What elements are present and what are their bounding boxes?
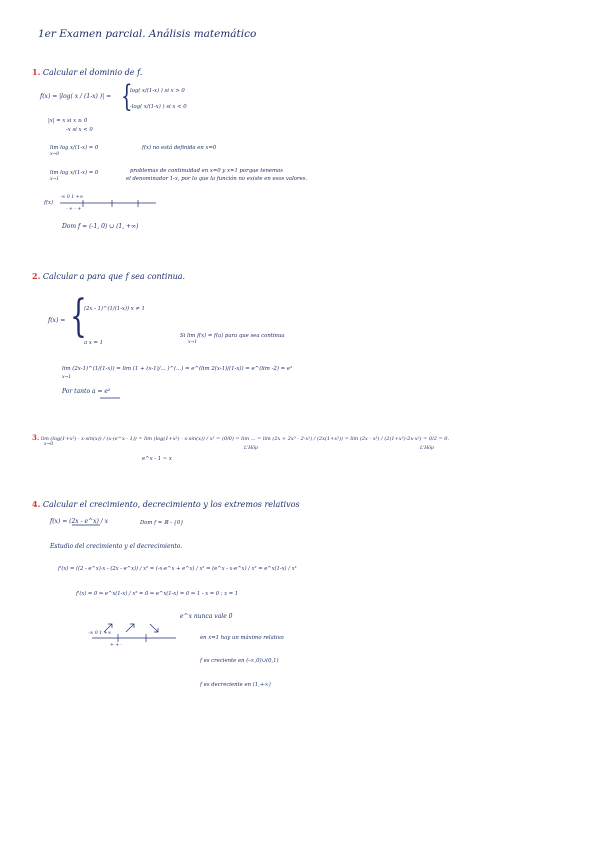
q3-equivalence-note: e^x - 1 ~ x bbox=[142, 456, 172, 462]
q1-abs-neg: -x si x < 0 bbox=[66, 127, 93, 133]
q1-sign-label: f(x) bbox=[44, 200, 54, 206]
q1-lim1-sub: x→0 bbox=[50, 152, 60, 157]
q3-hopital-1: L'Hôp bbox=[244, 446, 258, 451]
q1-lim2-sub: x→1 bbox=[50, 177, 60, 182]
q1-number: 1. bbox=[32, 67, 41, 77]
q3-expression: lim (log(1+x²) - x·sin(x)) / (x·(e^x - 1)) = lim (log(1+x²) - x·sin(x)) / x² = (0/0) = lim ... = lim (2x + 2x³ - 2·x²) / (2x(1+x²)) = lim (2x - x³) / (2(1+x²)·2x·x²) = 0/2 = 0. bbox=[40, 436, 450, 442]
q4-number: 4. bbox=[32, 499, 41, 509]
q3-number: 3. bbox=[32, 433, 40, 442]
q4-increasing: f es creciente en (-∞,0)∪(0,1) bbox=[200, 658, 279, 664]
q2-limit-sub: x→1 bbox=[62, 375, 72, 380]
q2-heading bbox=[32, 272, 185, 281]
q1-note2: el denominador 1-x, por lo que la función no existe en esos valores. bbox=[126, 176, 308, 182]
q1-lim1: lim log x/(1-x) = 0 bbox=[50, 145, 99, 151]
q4-max-text: en x=1 hay un máximo relativo bbox=[200, 635, 284, 641]
q2-f-label: f(x) = bbox=[48, 317, 66, 324]
q1-brace: { bbox=[121, 79, 133, 114]
q1-case-pos: log( x/(1-x) ) si x > 0 bbox=[130, 88, 185, 94]
q1-heading bbox=[32, 68, 142, 77]
q4-down-arrow bbox=[150, 624, 158, 632]
q2-condition: Si lim f(x) = f(a) para que sea continua bbox=[180, 333, 285, 339]
q2-limit-chain: lim (2x-1)^(1/(1-x)) = lim (1 + (x-1)/... )^(...) = e^(lim 2(x-1)/(1-x)) = e^(lim -2) = e² bbox=[62, 366, 293, 372]
exam-title: 1er Examen parcial. Análisis matemático bbox=[38, 28, 257, 40]
q1-note1: problemas de continuidad en x=0 y x=1 porque tenemos bbox=[130, 168, 283, 174]
q3-hopital-2: L'Hôp bbox=[420, 446, 434, 451]
q4-note: e^x nunca vale 0 bbox=[180, 613, 233, 620]
q2-condition-sub: x→1 bbox=[188, 340, 198, 345]
q1-case-neg: -log( x/(1-x) ) si x < 0 bbox=[130, 104, 187, 110]
q1-title: Calcular el dominio de f. bbox=[42, 68, 143, 77]
q2-brace: { bbox=[70, 291, 87, 342]
q4-decreasing: f es decreciente en (1,+∞) bbox=[200, 682, 271, 688]
q4-up-arrow bbox=[126, 624, 134, 632]
q2-number: 2. bbox=[32, 271, 41, 281]
q1-sign-signs: - + - + bbox=[66, 207, 82, 212]
q4-title: Calcular el crecimiento, decrecimiento y los extremos relativos bbox=[42, 500, 300, 509]
q4-domain: Dom f = ℝ - {0} bbox=[140, 520, 184, 526]
q1-lim1-note: f(x) no está definida en x=0 bbox=[142, 145, 217, 151]
q2-case2: a x = 1 bbox=[84, 340, 104, 346]
q1-abs-pos: |x| = x si x ≥ 0 bbox=[48, 118, 88, 124]
q3-limit-sub: x→0 bbox=[44, 442, 54, 447]
q4-subtitle: Estudio del crecimiento y el decrecimiento. bbox=[50, 543, 183, 550]
q4-zero: f'(x) = 0 ⇒ e^x(1-x) / x² = 0 ⇒ e^x(1-x) = 0 ⇒ 1 - x = 0 ; x = 1 bbox=[76, 591, 239, 597]
q2-title: Calcular a para que f sea continua. bbox=[42, 272, 186, 281]
q4-sign-points: -∞ 0 1 +∞ bbox=[88, 631, 112, 636]
q3-heading bbox=[32, 434, 449, 443]
q4-derivative: f'(x) = ((2 - e^x)·x - (2x - e^x)) / x² = (-x·e^x + e^x) / x² = (e^x - x·e^x) / x² = e^x(1-x) / x² bbox=[58, 566, 297, 572]
q4-heading bbox=[32, 500, 300, 509]
q2-case1: (2x - 1)^(1/(1-x)) x ≠ 1 bbox=[84, 306, 145, 312]
q1-sign-points: -∞ 0 1 +∞ bbox=[60, 195, 84, 200]
q1-domain: Dom f = (-1, 0) ∪ (1, +∞) bbox=[62, 223, 139, 230]
q1-f-def: f(x) = |log( x / (1-x) )| = bbox=[40, 93, 112, 100]
q4-f-def: f(x) = (2x - e^x) / x bbox=[50, 518, 109, 525]
q2-conclusion: Por tanto a = e² bbox=[62, 388, 111, 395]
q1-lim2: lim log x/(1-x) = 0 bbox=[50, 170, 99, 176]
q4-sign-signs: + + - bbox=[110, 643, 123, 648]
